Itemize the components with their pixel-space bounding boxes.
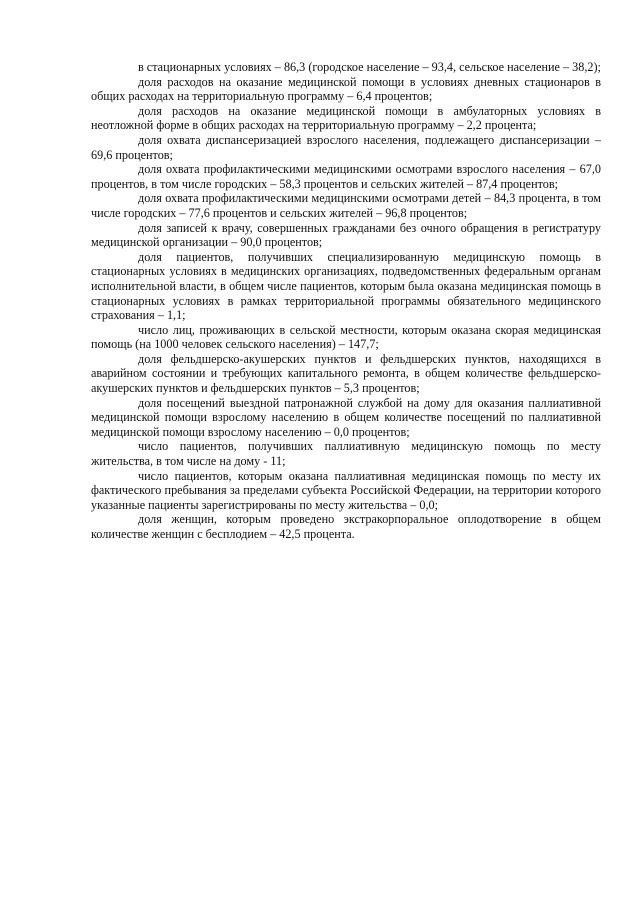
paragraph-palliative-out-of-region: число пациентов, которым оказана паллиативная медицинская помощь по месту их фактического пребывания за пределами субъекта Российской Федерации, на территории которого указанные пациенты зарегистрированы по месту жительства – 0,0; — [91, 468, 601, 512]
paragraph-adult-checkup-coverage: доля охвата профилактическими медицинскими осмотрами взрослого населения – 67,0 процентов, в том числе городских – 58,3 процентов и сельских жителей – 87,4 процентов; — [91, 162, 601, 191]
paragraph-emergency-outpatient-share: доля расходов на оказание медицинской помощи в амбулаторных условиях в неотложной форме в общих расходах на территориальную программу – 2,2 процента; — [91, 103, 601, 133]
paragraph-ivf-share: доля женщин, которым проведено экстракорпоральное оплодотворение в общем количестве женщин с бесплодием – 42,5 процента. — [91, 512, 601, 541]
document-page — [91, 60, 601, 542]
paragraph-federal-specialized-care: доля пациентов, получивших специализированную медицинскую помощь в стационарных условиях в медицинских организациях, подведомственных федеральным органам исполнительной власти, в общем числе пациентов, которым была оказана медицинская помощь в стационарных условиях в рамках территориальной программы обязательного медицинского страхования – 1,1; — [91, 249, 601, 323]
paragraph-remote-appointments: доля записей к врачу, совершенных гражданами без очного обращения в регистратуру медицинской организации – 90,0 процентов; — [91, 220, 601, 250]
paragraph-feldsher-points-repair: доля фельдшерско-акушерских пунктов и фельдшерских пунктов, находящихся в аварийном состоянии и требующих капитального ремонта, в общем количестве фельдшерско-акушерских пунктов и фельдшерских пунктов – 5,3 процентов; — [91, 351, 601, 396]
paragraph-palliative-home-visits: доля посещений выездной патронажной службой на дому для оказания паллиативной медицинской помощи взрослому населению в общем количестве посещений по паллиативной медицинской помощи взрослому населению – 0,0 процентов; — [91, 395, 601, 439]
paragraph-palliative-patients: число пациентов, получивших паллиативную медицинскую помощь по месту жительства, в том числе на дому - 11; — [91, 439, 601, 469]
paragraph-inpatient-rate: в стационарных условиях – 86,3 (городское население – 93,4, сельское население – 38,2); — [138, 60, 601, 74]
paragraph-day-hospital-share: доля расходов на оказание медицинской помощи в условиях дневных стационаров в общих расходах на территориальную программу – 6,4 процентов; — [91, 74, 601, 104]
paragraph-rural-ambulance: число лиц, проживающих в сельской местности, которым оказана скорая медицинская помощь (на 1000 человек сельского населения) – 147,7; — [91, 322, 601, 352]
paragraph-child-checkup-coverage: доля охвата профилактическими медицинскими осмотрами детей – 84,3 процента, в том числе городских – 77,6 процентов и сельских жителей – 96,8 процентов; — [91, 191, 601, 220]
paragraph-adult-dispensary-coverage: доля охвата диспансеризацией взрослого населения, подлежащего диспансеризации – 69,6 процентов; — [91, 132, 601, 162]
